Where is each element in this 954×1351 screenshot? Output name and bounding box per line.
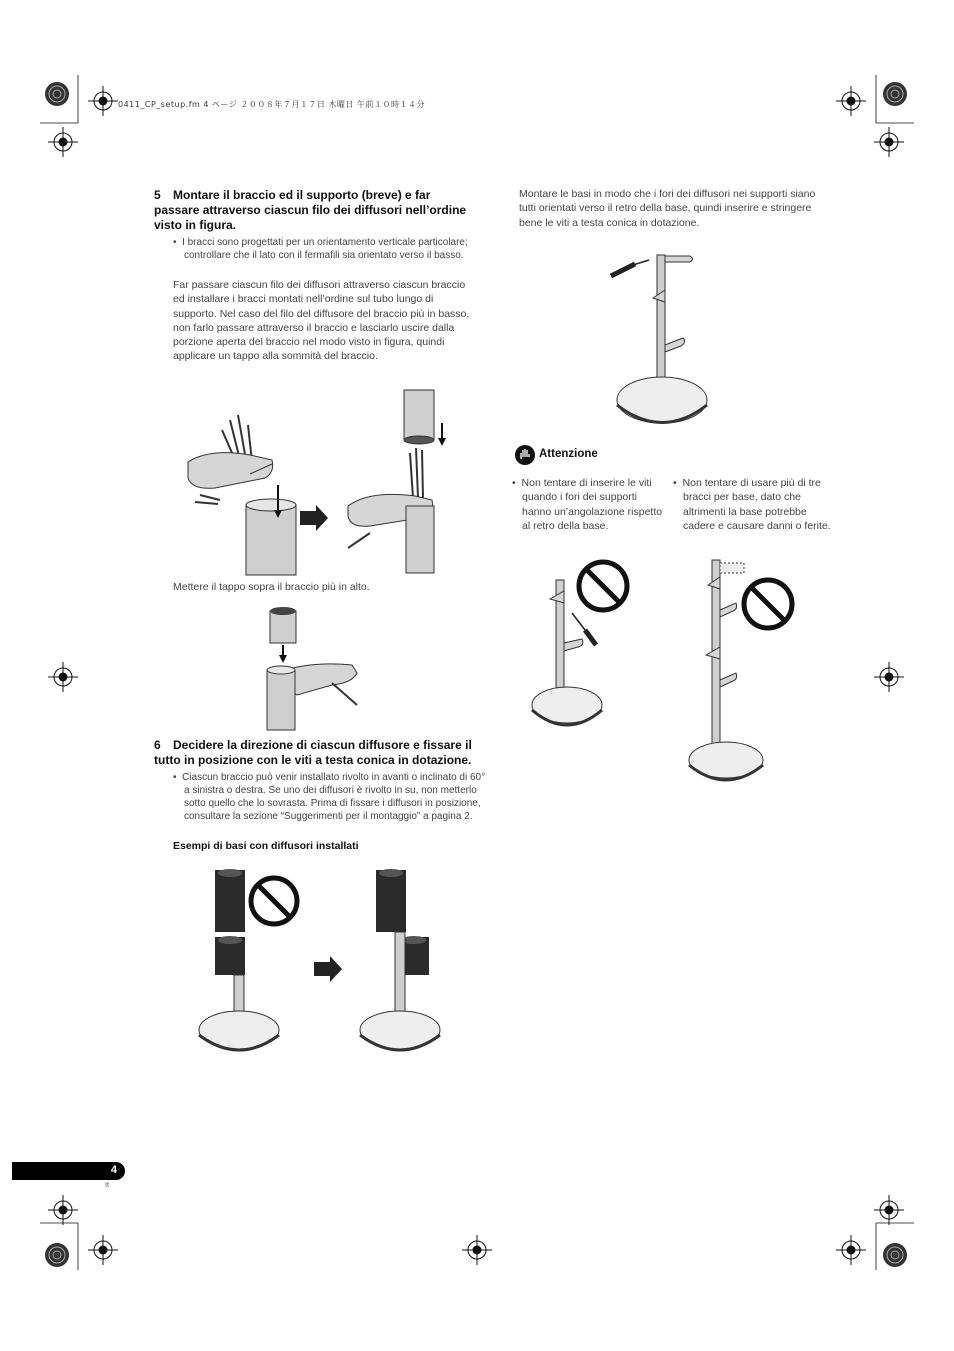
step6-title: Decidere la direzione di ciascun diffusore e fissare il tutto in posizione con le viti a testa conica in dotazione. (154, 738, 472, 767)
arm-capped-illustration (340, 388, 450, 573)
registration-mark-icon (874, 127, 904, 157)
bullseye-icon (44, 81, 70, 107)
prohibited-icon (574, 557, 632, 615)
screw-assembly-illustration (605, 250, 725, 425)
arrow-right-icon (312, 956, 344, 982)
step5-caption: Mettere il tappo sopra il braccio più in alto. (173, 581, 370, 593)
language-label: It (105, 1182, 109, 1189)
file-header: 0411_CP_setup.fm 4 ページ ２００８年７月１７日 木曜日 午前１０時１４分 (118, 100, 425, 109)
step5-body: Far passare ciascun filo dei diffusori attraverso ciascun braccio ed installare i bracci montati nell’ordine sul tubo lungo di supporto. Nel caso del filo del diffusore del braccio più in basso, non farlo passare attraverso il braccio e lasciarlo uscire dalla porzione aperta del braccio nel modo visto in figura, quindi applicare un tappo alla sommità del braccio. (173, 279, 470, 363)
step6-bullet: • Ciascun braccio può venir installato rivolto in avanti o inclinato di 60° a sinistra o destra. Se uno dei diffusori è rivolto in su, non metterlo sotto quello che lo sovrasta. Prima di fissare i diffusori in posizione, consultare la sezione “Suggerimenti per il montaggio” a pagina 2. (173, 772, 486, 822)
step5-heading (154, 188, 479, 233)
examples-heading: Esempi di basi con diffusori installati (173, 840, 359, 852)
arm-assembly-illustration (180, 400, 300, 575)
bullseye-icon (882, 1242, 908, 1268)
registration-mark-icon (874, 662, 904, 692)
registration-mark-icon (462, 1235, 492, 1265)
step5-title: Montare il braccio ed il supporto (breve) e far passare attraverso ciascun filo dei diffusori nell’ordine visto in figura. (154, 188, 467, 232)
step5-bullet-text: I bracci sono progettati per un orientamento verticale particolare; controllare che il lato con il fermafili sia orientato verso il basso. (182, 237, 468, 261)
caution-item-right: • Non tentare di usare più di tre bracci per base, dato che altrimenti la base potrebbe cadere e causare danni o ferite. (673, 477, 831, 532)
caution-item-left-text: Non tentare di inserire le viti quando i fori dei supporti hanno un’angolazione rispetto al retro della base. (521, 477, 663, 532)
bullseye-icon (882, 81, 908, 107)
step6-heading (154, 738, 479, 768)
prohibited-icon (739, 575, 797, 633)
registration-mark-icon (48, 127, 78, 157)
right-intro: Montare le basi in modo che i fori dei diffusori nei supporti siano tutti orientati verso il retro della base, quindi inserire e stringere bene le viti a testa conica in dotazione. (519, 188, 816, 229)
registration-mark-icon (836, 86, 866, 116)
caution-title: Attenzione (539, 448, 598, 460)
prohibited-icon (247, 874, 301, 928)
caution-item-right-text: Non tentare di usare più di tre bracci per base, dato che altrimenti la base potrebbe cadere e causare danni o ferite. (682, 477, 831, 532)
arrow-right-icon (298, 505, 330, 531)
page-number: 4 (110, 1164, 117, 1176)
step5-bullet: • I bracci sono progettati per un orientamento verticale particolare; controllare che il lato con il fermafili sia orientato verso il basso. (173, 237, 468, 261)
step5-number: 5 (154, 188, 161, 202)
registration-mark-icon (88, 1235, 118, 1265)
page-number-tab (12, 1162, 125, 1180)
step6-bullet-text: Ciascun braccio può venir installato rivolto in avanti o inclinato di 60° a sinistra o destra. Se uno dei diffusori è rivolto in su, non metterlo sotto quello che lo sovrasta. Prima di fissare i diffusori in posizione, consultare la sezione “Suggerimenti per il montaggio” a pagina 2. (182, 772, 486, 822)
caution-item-left: • Non tentare di inserire le viti quando i fori dei supporti hanno un’angolazione rispetto al retro della base. (512, 477, 663, 532)
registration-mark-icon (48, 662, 78, 692)
registration-mark-icon (874, 1195, 904, 1225)
caution-hand-icon (515, 445, 535, 465)
cap-placement-illustration (262, 605, 372, 730)
step6-number: 6 (154, 738, 161, 752)
registration-mark-icon (48, 1195, 78, 1225)
correct-stand-illustration (356, 865, 456, 1055)
registration-mark-icon (836, 1235, 866, 1265)
registration-mark-icon (88, 86, 118, 116)
bullseye-icon (44, 1242, 70, 1268)
